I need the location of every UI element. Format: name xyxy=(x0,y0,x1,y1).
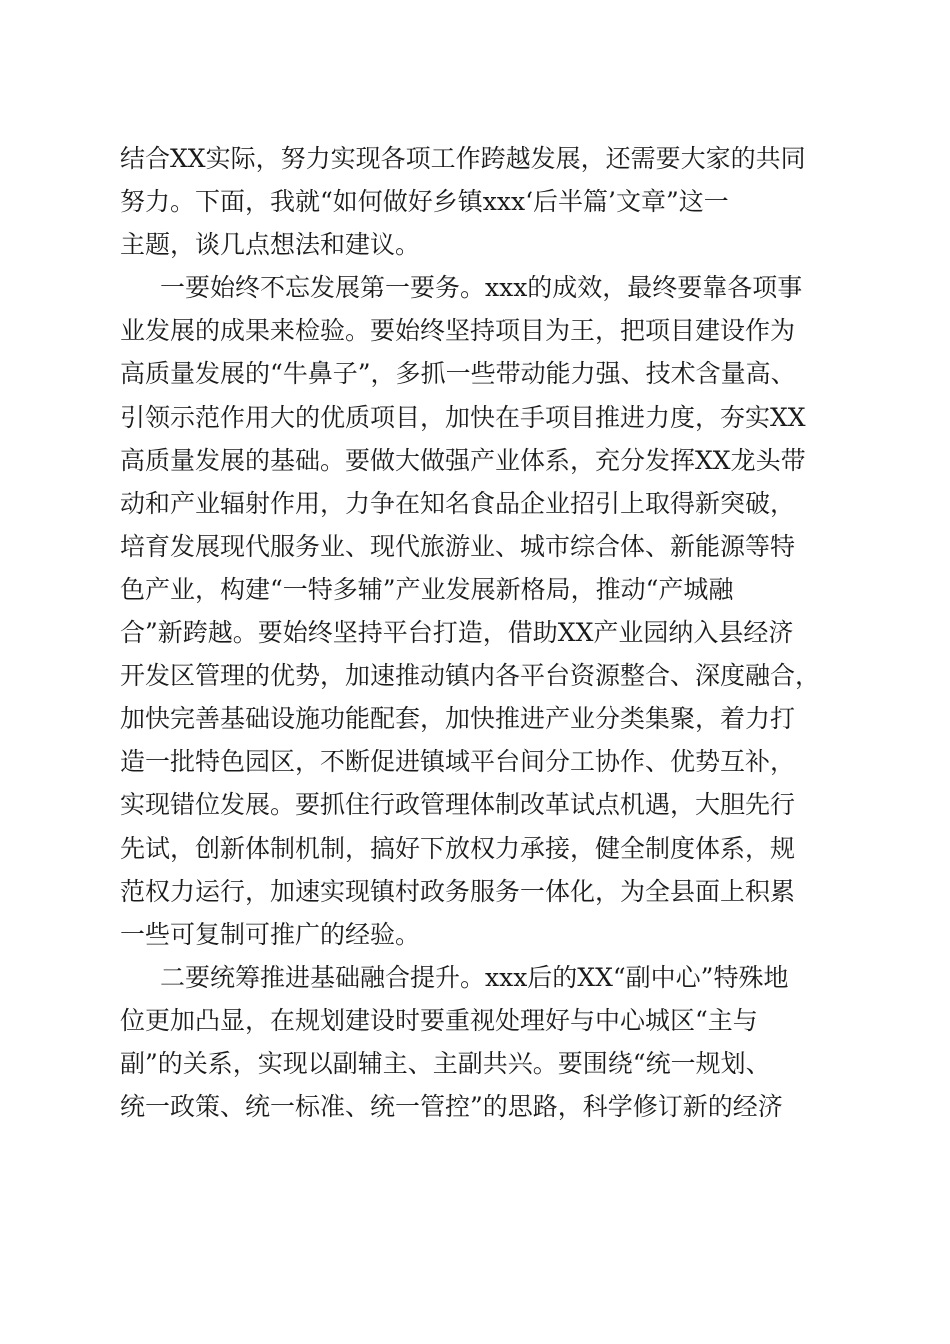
text-line: 色产业，构建“一特多辅”产业发展新格局，推动“产城融 xyxy=(120,574,734,604)
text-line: 位更加凸显，在规划建设时要重视处理好与中心城区“主与 xyxy=(120,1005,758,1035)
text-line: 业发展的成果来检验。要始终坚持项目为王，把项目建设作为 xyxy=(120,316,796,346)
paragraph-heading-line: 二要统筹推进基础融合提升。xxx后的XX“副中心”特殊地 xyxy=(160,962,789,992)
paragraph-heading-line: 一要始终不忘发展第一要务。xxx的成效，最终要靠各项事 xyxy=(160,273,803,303)
text-line: 统一政策、统一标准、统一管控”的思路，科学修订新的经济 xyxy=(120,1092,783,1122)
text-line: 先试，创新体制机制，搞好下放权力承接，健全制度体系，规 xyxy=(120,833,796,863)
text-line: 开发区管理的优势，加速推动镇内各平台资源整合、深度融合， xyxy=(120,661,821,691)
text-line: 努力。下面，我就“如何做好乡镇xxx‘后半篇’文章”这一 xyxy=(120,187,729,217)
text-line: 实现错位发展。要抓住行政管理体制改革试点机遇，大胆先行 xyxy=(120,790,796,820)
text-line: 高质量发展的基础。要做大做强产业体系，充分发挥XX龙头带 xyxy=(120,445,806,475)
text-line: 高质量发展的“牛鼻子”，多抓一些带动能力强、技术含量高、 xyxy=(120,359,796,389)
text-line: 加快完善基础设施功能配套，加快推进产业分类集聚，着力打 xyxy=(120,704,796,734)
text-line: 副”的关系，实现以副辅主、主副共兴。要围绕“统一规划、 xyxy=(120,1048,771,1078)
text-line: 主题，谈几点想法和建议。 xyxy=(120,230,421,260)
document-body xyxy=(120,137,840,1128)
text-line: 动和产业辐射作用，力争在知名食品企业招引上取得新突破， xyxy=(120,488,796,518)
text-line: 造一批特色园区，不断促进镇域平台间分工协作、优势互补， xyxy=(120,747,796,777)
text-line: 合”新跨越。要始终坚持平台打造，借助XX产业园纳入县经济 xyxy=(120,618,794,648)
text-line: 范权力运行，加速实现镇村政务服务一体化，为全县面上积累 xyxy=(120,876,796,906)
text-line: 引领示范作用大的优质项目，加快在手项目推进力度，夯实XX xyxy=(120,402,806,432)
text-line: 一些可复制可推广的经验。 xyxy=(120,919,421,949)
text-line: 结合XX实际，努力实现各项工作跨越发展，还需要大家的共同 xyxy=(120,144,806,173)
text-line: 培育发展现代服务业、现代旅游业、城市综合体、新能源等特 xyxy=(120,531,796,561)
